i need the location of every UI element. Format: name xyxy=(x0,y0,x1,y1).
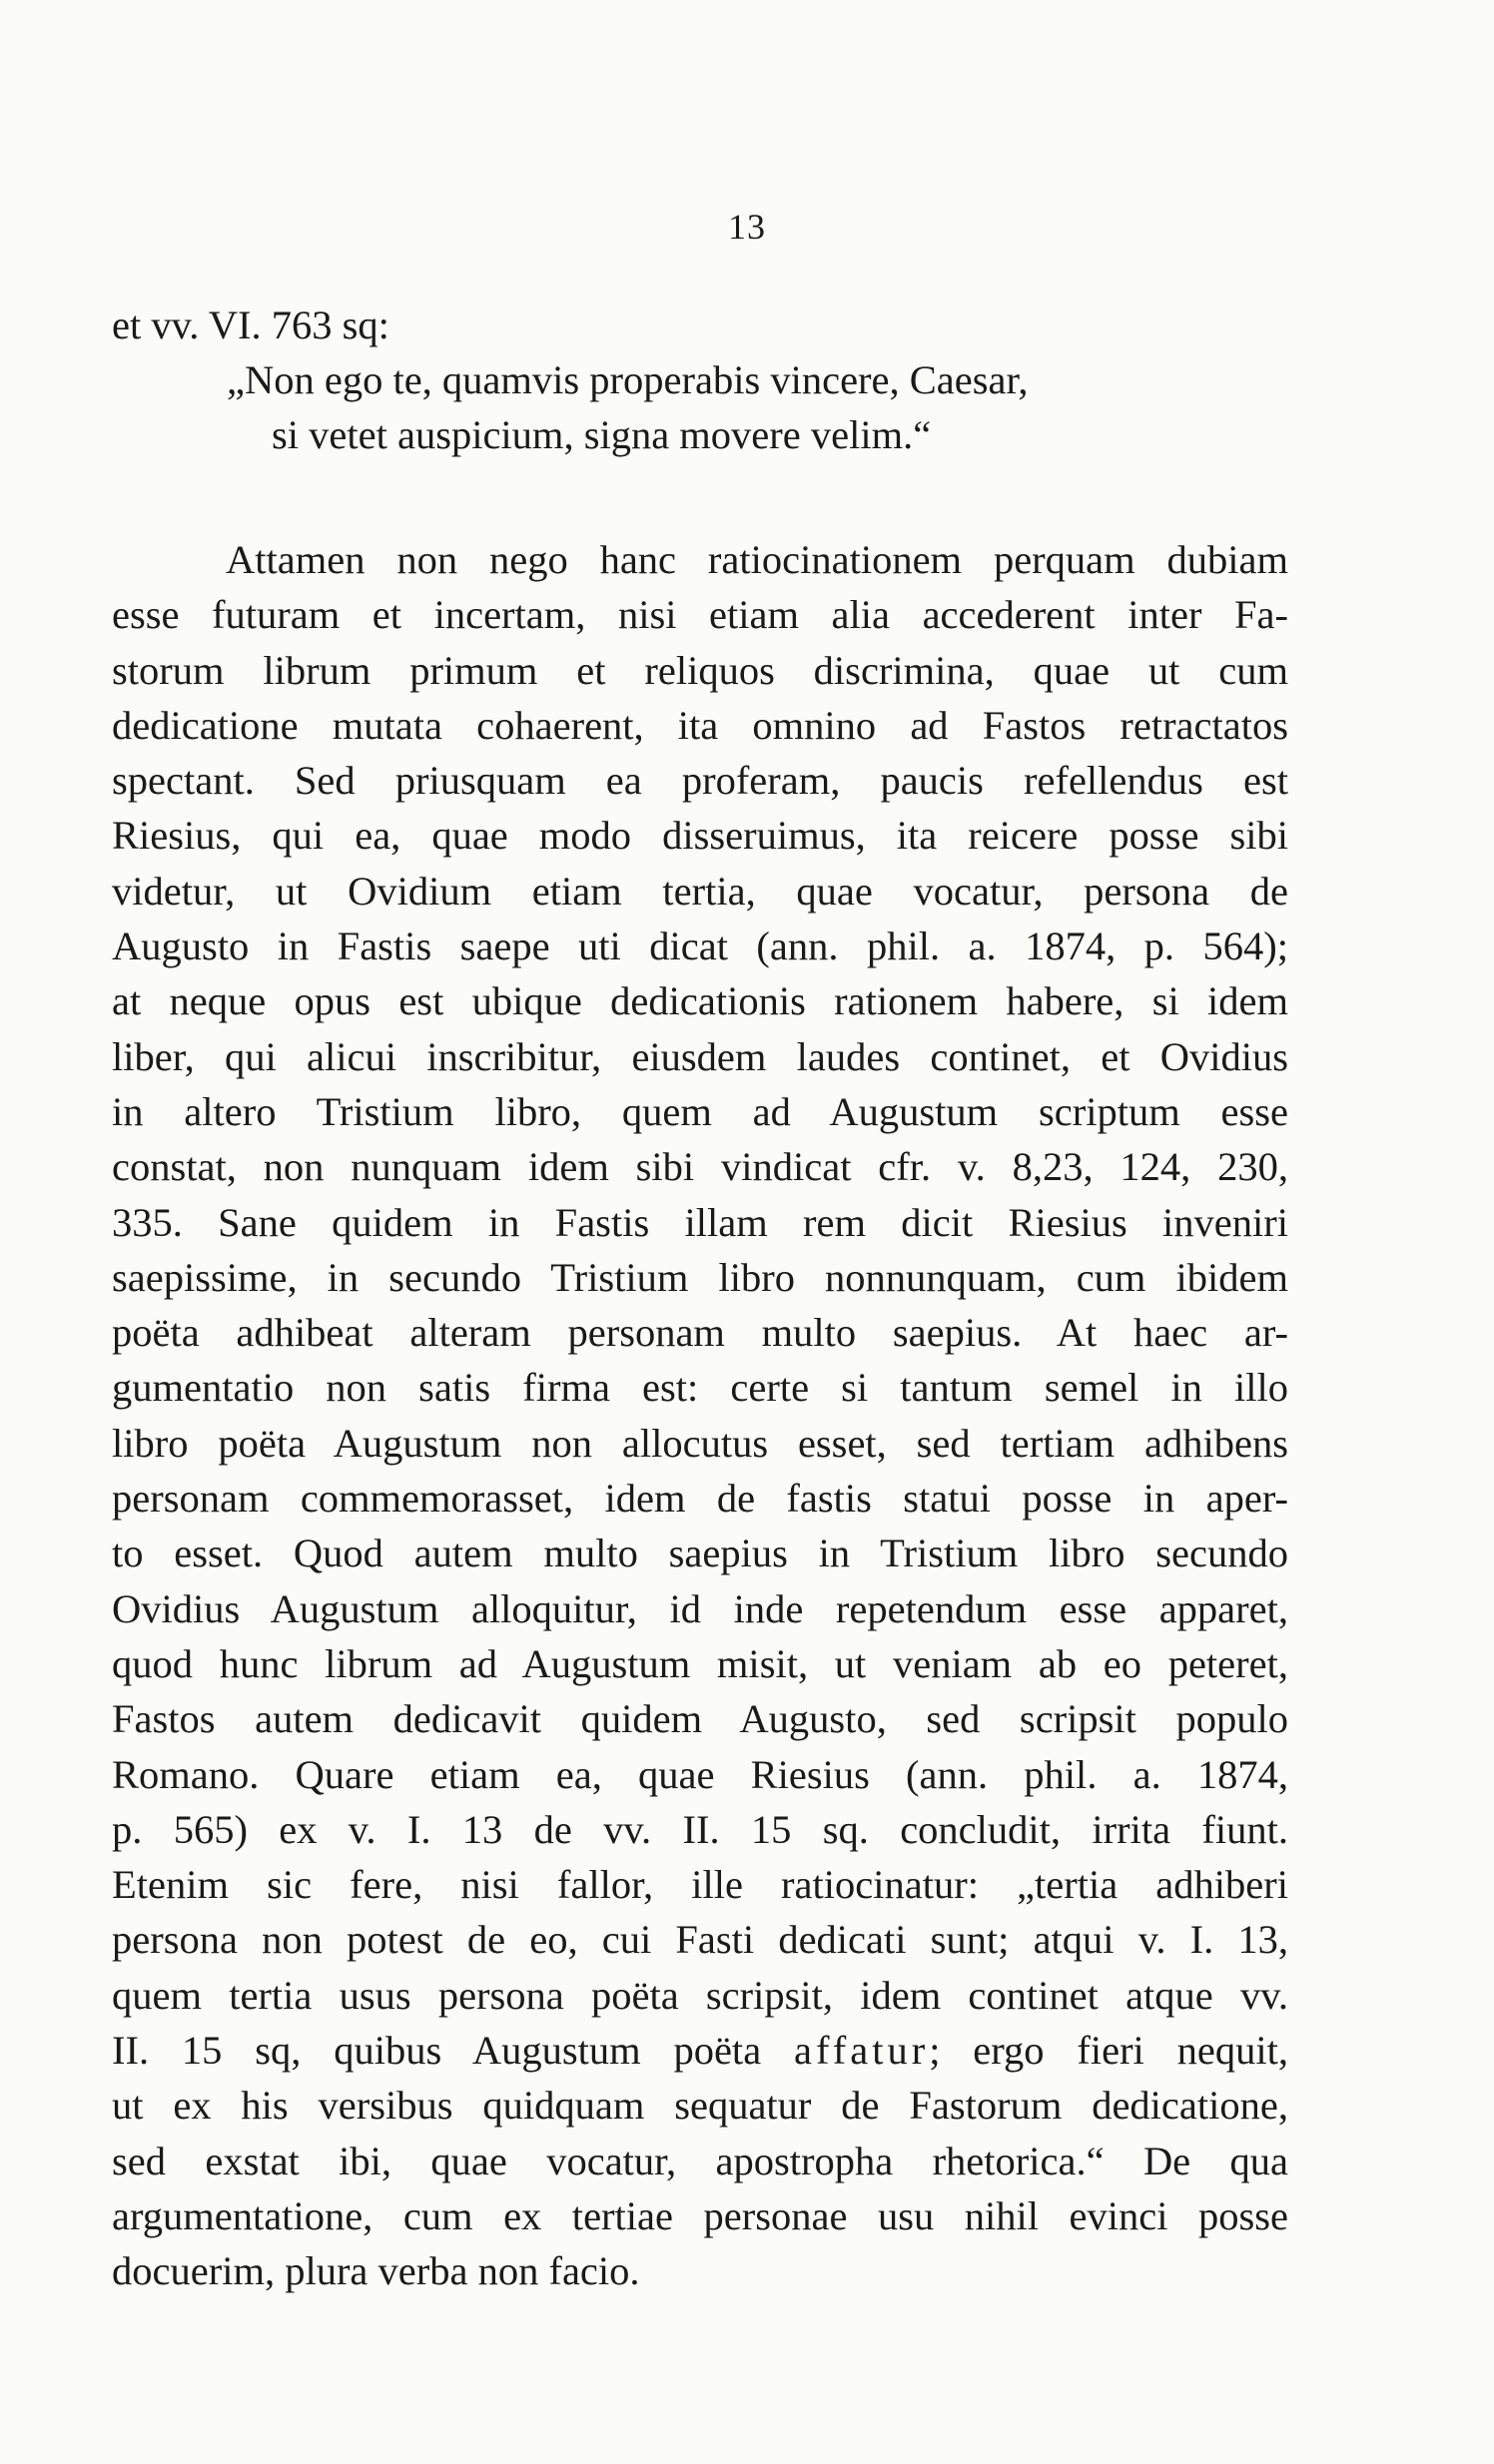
text-line: personam commemorasset, idem de fastis statui posse in aper- xyxy=(112,1476,1288,1522)
text-line: at neque opus est ubique dedicationis rationem habere, si idem xyxy=(112,978,1288,1024)
text-line: sed exstat ibi, quae vocatur, apostropha rhetorica.“ De qua xyxy=(112,2138,1288,2183)
text-line: p. 565) ex v. I. 13 de vv. II. 15 sq. concludit, irrita fiunt. xyxy=(112,1806,1288,1852)
line-start: II. 15 sq, quibus Augustum poëta xyxy=(112,2028,762,2074)
text-line: docuerim, plura verba non facio. xyxy=(112,2248,640,2294)
text-line: constat, non nunquam idem sibi vindicat cfr. v. 8,23, 124, 230, xyxy=(112,1144,1288,1190)
text-line: quod hunc librum ad Augustum misit, ut veniam ab eo peteret, xyxy=(112,1640,1288,1686)
text-line: ut ex his versibus quidquam sequatur de Fastorum dedicatione, xyxy=(112,2083,1288,2129)
intro-line: et vv. VI. 763 sq: xyxy=(112,303,389,347)
text-line: saepissime, in secundo Tristium libro nonnunquam, cum ibidem xyxy=(112,1254,1288,1300)
text-line: liber, qui alicui inscribitur, eiusdem laudes continet, et Ovidius xyxy=(112,1033,1288,1079)
text-line: persona non potest de eo, cui Fasti dedicati sunt; atqui v. I. 13, xyxy=(112,1917,1288,1963)
text-line: Augusto in Fastis saepe uti dicat (ann. phil. a. 1874, p. 564); xyxy=(112,924,1288,969)
text-line: spectant. Sed priusquam ea proferam, paucis refellendus est xyxy=(112,758,1288,804)
text-line: Ovidius Augustum alloquitur, id inde repetendum esse apparet, xyxy=(112,1585,1288,1631)
text-line: Attamen non nego hanc ratiocinationem perquam dubiam xyxy=(226,537,1288,582)
text-line: dedicatione mutata cohaerent, ita omnino ad Fastos retractatos xyxy=(112,702,1288,748)
spaced-emphasis: affatur xyxy=(794,2028,930,2074)
text-line: Fastos autem dedicavit quidem Augusto, sed scripsit populo xyxy=(112,1696,1288,1742)
line-end: ; ergo fieri nequit, xyxy=(929,2028,1289,2074)
text-line: argumentatione, cum ex tertiae personae usu nihil evinci posse xyxy=(112,2192,1288,2238)
text-line: 335. Sane quidem in Fastis illam rem dicit Riesius inveniri xyxy=(112,1199,1288,1245)
text-line: poëta adhibeat alteram personam multo saepius. At haec ar- xyxy=(112,1310,1288,1356)
text-line: storum librum primum et reliquos discrimina, quae ut cum xyxy=(112,647,1288,693)
body-paragraph xyxy=(112,532,1288,2299)
text-line: videtur, ut Ovidium etiam tertia, quae vocatur, persona de xyxy=(112,868,1288,914)
text-line: quem tertia usus persona poëta scripsit, idem continet atque vv. xyxy=(112,1972,1288,2018)
text-line: libro poëta Augustum non allocutus esset, sed tertiam adhibens xyxy=(112,1420,1288,1466)
verse-line-1: „Non ego te, quamvis properabis vincere, Caesar, xyxy=(227,357,1029,402)
text-line: to esset. Quod autem multo saepius in Tristium libro secundo xyxy=(112,1531,1288,1576)
text-line-spaced xyxy=(112,2023,1288,2078)
text-line: Etenim sic fere, nisi fallor, ille ratiocinatur: „tertia adhiberi xyxy=(112,1862,1288,1908)
text-line: gumentatio non satis firma est: certe si tantum semel in illo xyxy=(112,1365,1288,1411)
page-number: 13 xyxy=(728,207,766,247)
text-line: esse futuram et incertam, nisi etiam alia accederent inter Fa- xyxy=(112,592,1288,638)
text-line: Romano. Quare etiam ea, quae Riesius (ann. phil. a. 1874, xyxy=(112,1751,1288,1797)
text-line: in altero Tristium libro, quem ad Augustum scriptum esse xyxy=(112,1088,1288,1134)
text-line: Riesius, qui ea, quae modo disseruimus, ita reicere posse sibi xyxy=(112,813,1288,859)
verse-line-2: si vetet auspicium, signa movere velim.“ xyxy=(272,412,932,457)
